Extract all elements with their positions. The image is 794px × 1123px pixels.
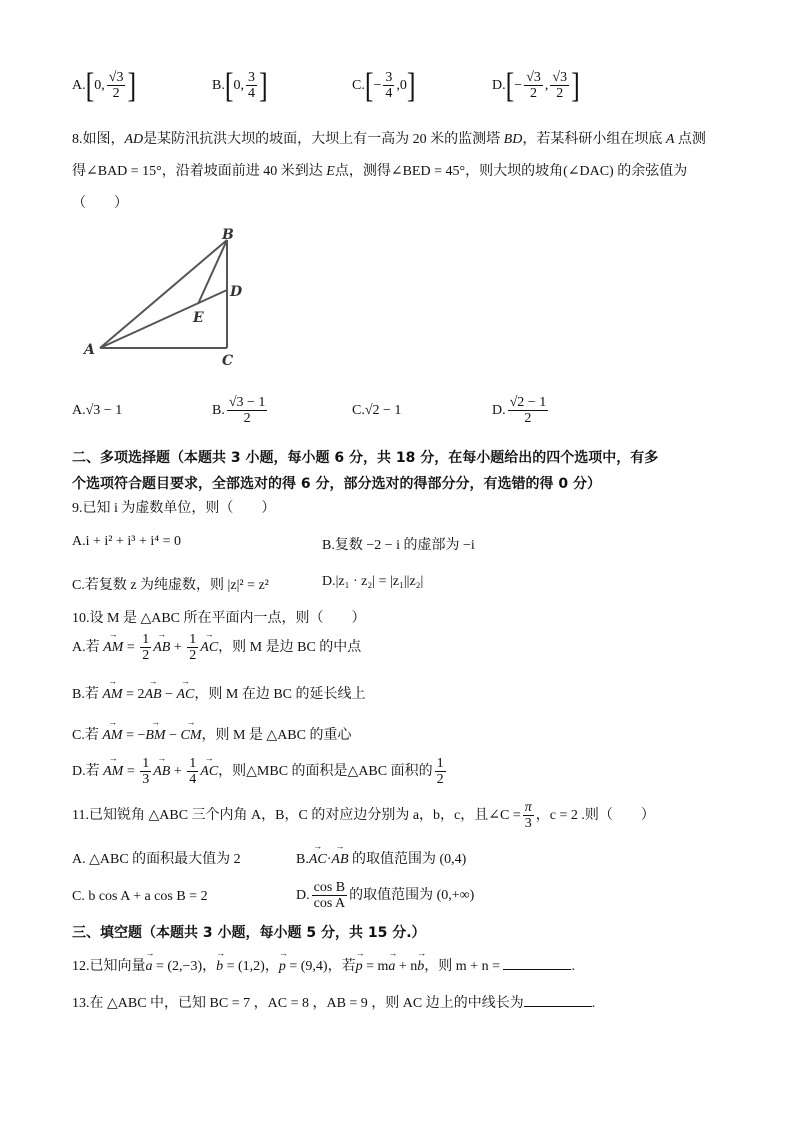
label-c: C — [222, 353, 234, 367]
q11-option-c: C. b cos A + a cos B = 2 — [72, 889, 208, 904]
section2-title-line2: 个选项符合题目要求，全部选对的得 6 分，部分选对的得部分分，有选错的得 0 分） — [72, 476, 601, 492]
q7-option-a: A.[0, $\frac{√3}{2}$ ] — [72, 65, 137, 105]
q8-paren: （ ） — [72, 196, 128, 211]
q8-option-a: A.√3 − 1 — [72, 403, 123, 418]
q7-option-b: B.[0, $\frac{3}{4}$ ] — [212, 65, 268, 105]
q10-option-d: D.若 → AM = $\frac{1}{3}$ → AB + $\frac{1}{4}$ → AC，则△MBC 的面积是△ABC 面积的 $\frac{1}{2}$ — [72, 756, 448, 788]
label-b: B — [222, 227, 234, 243]
q8-option-c: C.√2 − 1 — [352, 403, 402, 418]
label-a: A — [84, 342, 95, 358]
q13: 13.在 △ABC 中，已知 BC = 7 ，AC = 8 ，AB = 9 ，则 AC 边上的中线长为 . — [72, 996, 596, 1011]
q9-option-b: B.复数 −2 − i 的虚部为 −i — [322, 538, 475, 553]
q10-option-a: A.若 → AM = $\frac{1}{2}$ → AB + $\frac{1}{2}$ → AC，则 M 是边 BC 的中点 — [72, 632, 361, 664]
label-d: D — [230, 284, 243, 300]
q7-option-c: C.[− $\frac{3}{4}$ ,0] — [352, 65, 416, 105]
q10-option-c: C.若 → AM = −→ BM − → CM，则 M 是 △ABC 的重心 — [72, 724, 352, 744]
q10-stem: 10.设 M 是 △ABC 所在平面内一点，则（ ） — [72, 611, 366, 626]
q8-stem-line1: 8.如图，AD是某防汛抗洪大坝的坡面，大坝上有一高为 20 米的监测塔 BD，若某科研小组在坝底 A 点测 — [72, 132, 706, 147]
q8-figure — [80, 222, 255, 367]
line-ad — [100, 290, 227, 348]
q8-option-d: D. $\frac{√2 - 1}{2}$ — [492, 395, 547, 427]
label-e: E — [193, 310, 204, 326]
q9-option-a: A.i + i² + i³ + i⁴ = 0 — [72, 534, 182, 549]
q12-answer-blank[interactable] — [503, 957, 571, 970]
line-eb — [198, 240, 227, 304]
q11-option-a: A. △ABC 的面积最大值为 2 — [72, 852, 241, 867]
q12: 12.已知向量→ a = (2,−3)，→ b = (1,2)，→ p = (9,4)，若→ p = m→ a + n→ b，则 m + n = . — [72, 955, 575, 975]
q11-option-b: B.→ AC·→ AB 的取值范围为 (0,4) — [296, 848, 466, 868]
line-ab — [100, 240, 227, 348]
q11-option-d: D. $\frac{\text{cos B}}{\text{cos A}}$ 的取值范围为 (0,+∞) — [296, 880, 475, 912]
q11-stem: 11.已知锐角 △ABC 三个内角 A，B，C 的对应边分别为 a，b，c，且∠C = $\frac{\pi}{3}$ ，c = 2 .则（ ） — [72, 800, 655, 832]
q9-stem: 9.已知 i 为虚数单位，则（ ） — [72, 501, 276, 516]
q9-option-c: C.若复数 z 为纯虚数，则 |z|² = z² — [72, 578, 269, 593]
q13-answer-blank[interactable] — [524, 994, 592, 1007]
section2-title-line1: 二、多项选择题（本题共 3 小题，每小题 6 分，共 18 分，在每小题给出的四个选项中，有多 — [72, 450, 659, 466]
section3-title: 三、填空题（本题共 3 小题，每小题 5 分，共 15 分.） — [72, 925, 426, 941]
q7-option-d: D.[− $\frac{√3}{2}$ , $\frac{√3}{2}$ ] — [492, 65, 580, 105]
q10-option-b: B.若 → AM = 2→ AB − → AC，则 M 在边 BC 的延长线上 — [72, 683, 366, 703]
q8-stem-line2: 得∠BAD = 15°，沿着坡面前进 40 米到达 E点，测得∠BED = 45°，则大坝的坡角(∠DAC) 的余弦值为 — [72, 164, 688, 179]
q9-option-d: D.|z₁ · z₂| = |z₁||z₂| — [322, 574, 424, 589]
q8-option-b: B. $\frac{√3 - 1}{2}$ — [212, 395, 266, 427]
